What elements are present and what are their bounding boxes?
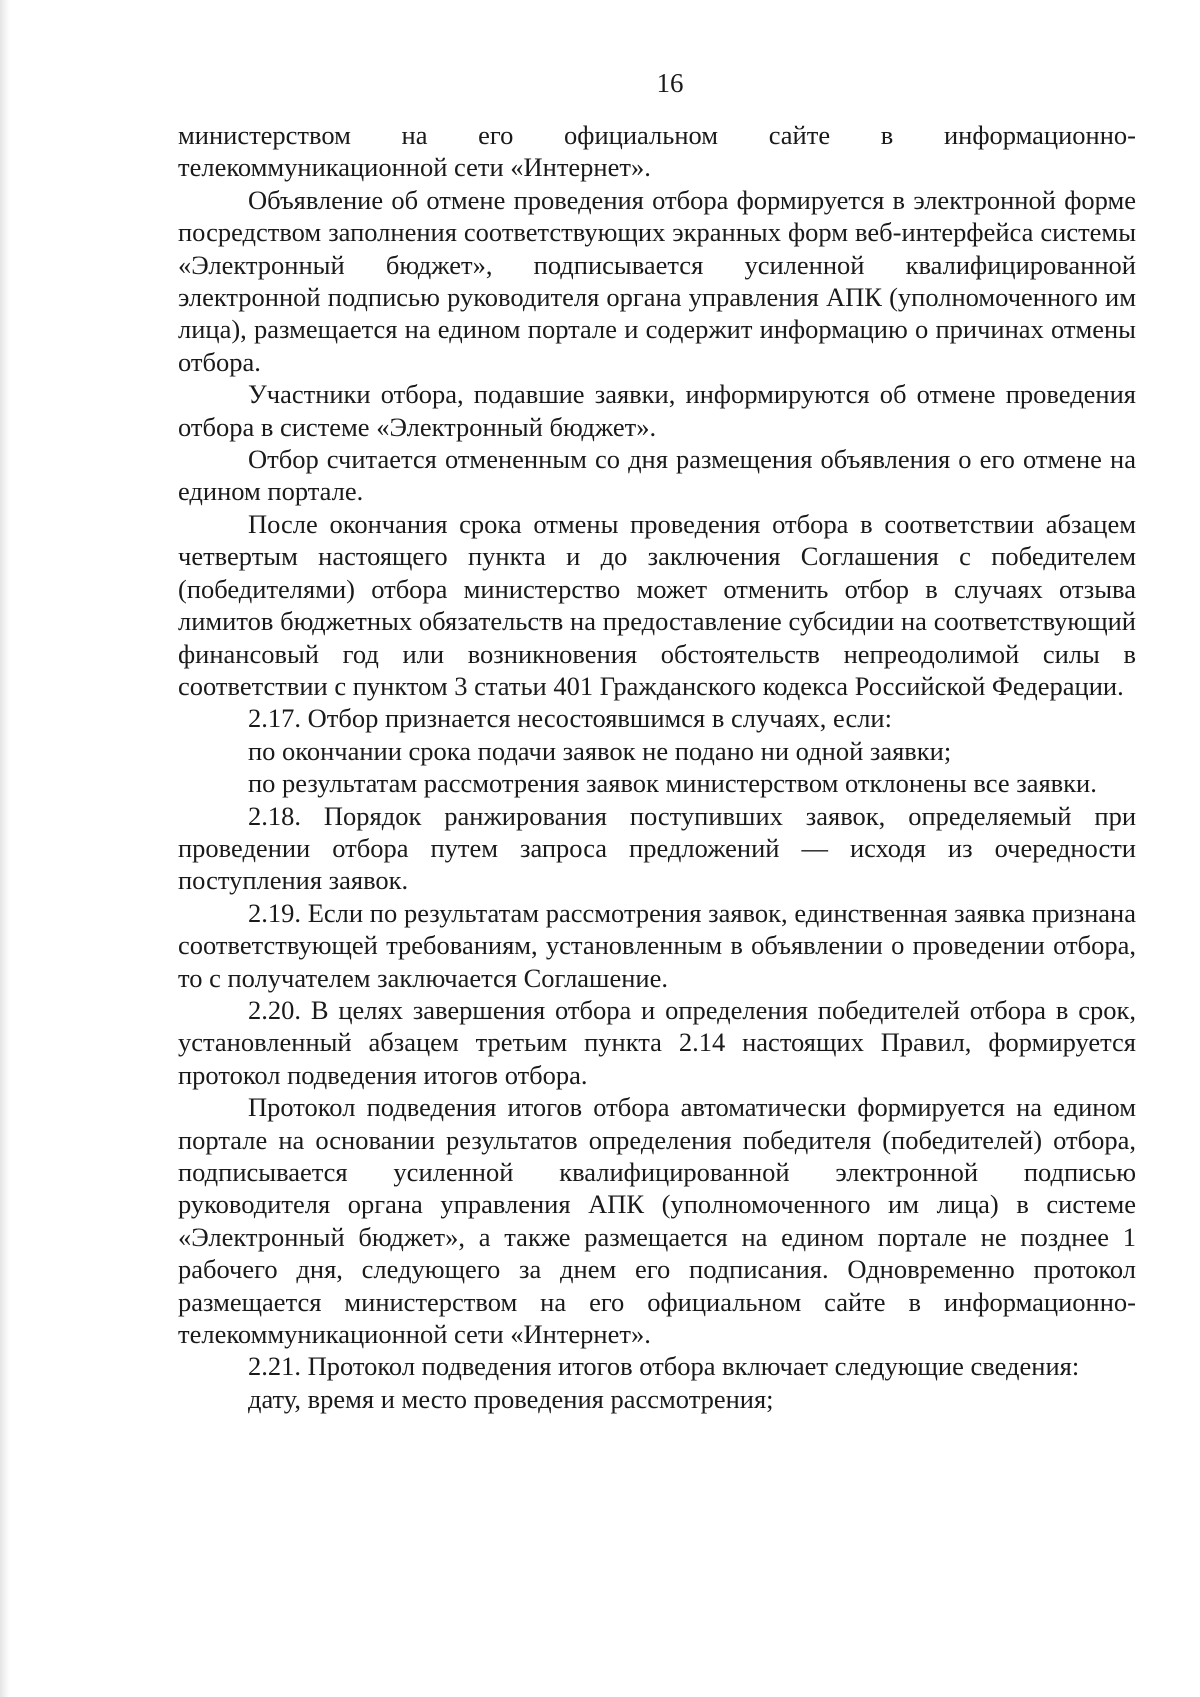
paragraph-clause-2-17: 2.17. Отбор признается несостоявшимся в случаях, если: [248, 703, 892, 734]
paragraph: Объявление об отмене проведения отбора формируется в электронной форме посредством заполнения соответствующих экранных форм веб-интерфейса системы «Электронный бюджет», подписывается усиленной квалифицированной электронной подписью руководителя органа управления АПК (уполномоченного им лица), размещается на едином портале и содержит информацию о причинах отмены отбора. [178, 184, 1136, 377]
paragraph: министерством на его официальном сайте в информационно-телекоммуникационной сети «Интернет». [178, 120, 1136, 183]
paragraph-clause-2-21: 2.21. Протокол подведения итогов отбора включает следующие сведения: [248, 1351, 1080, 1382]
document-body [178, 119, 1136, 1415]
paragraph: Протокол подведения итогов отбора автоматически формируется на едином портале на основании результатов определения победителя (победителей) отбора, подписывается усиленной квалифицированной электронной подписью руководителя органа управления АПК (уполномоченного им лица) в системе «Электронный бюджет», а также размещается на едином портале не позднее 1 рабочего дня, следующего за днем его подписания. Одновременно протокол размещается министерством на его официальном сайте в информационно-телекоммуникационной сети «Интернет». [178, 1092, 1136, 1350]
paragraph: дату, время и место проведения рассмотрения; [248, 1383, 774, 1414]
paragraph-clause-2-20: 2.20. В целях завершения отбора и определения победителей отбора в срок, установленный абзацем третьим пункта 2.14 настоящих Правил, формируется протокол подведения итогов отбора. [178, 994, 1136, 1090]
paragraph: по окончании срока подачи заявок не подано ни одной заявки; [248, 735, 952, 766]
paragraph: Отбор считается отмененным со дня размещения объявления о его отмене на едином портале. [178, 444, 1136, 507]
page-number: 16 [656, 68, 684, 98]
paragraph-clause-2-18: 2.18. Порядок ранжирования поступивших заявок, определяемый при проведении отбора путем запроса предложений — исходя из очередности поступления заявок. [178, 800, 1136, 896]
paragraph-clause-2-19: 2.19. Если по результатам рассмотрения заявок, единственная заявка признана соответствующей требованиям, установленным в объявлении о проведении отбора, то с получателем заключается Соглашение. [178, 897, 1136, 993]
paragraph: Участники отбора, подавшие заявки, информируются об отмене проведения отбора в системе «Электронный бюджет». [178, 379, 1136, 442]
paragraph: по результатам рассмотрения заявок министерством отклонены все заявки. [248, 768, 1097, 799]
paragraph: После окончания срока отмены проведения отбора в соответствии абзацем четвертым настоящего пункта и до заключения Соглашения с победителем (победителями) отбора министерство может отменить отбор в случаях отзыва лимитов бюджетных обязательств на предоставление субсидии на соответствующий финансовый год или возникновения обстоятельств непреодолимой силы в соответствии с пунктом 3 статьи 401 Гражданского кодекса Российской Федерации. [178, 508, 1136, 701]
scan-edge [0, 0, 10, 1697]
